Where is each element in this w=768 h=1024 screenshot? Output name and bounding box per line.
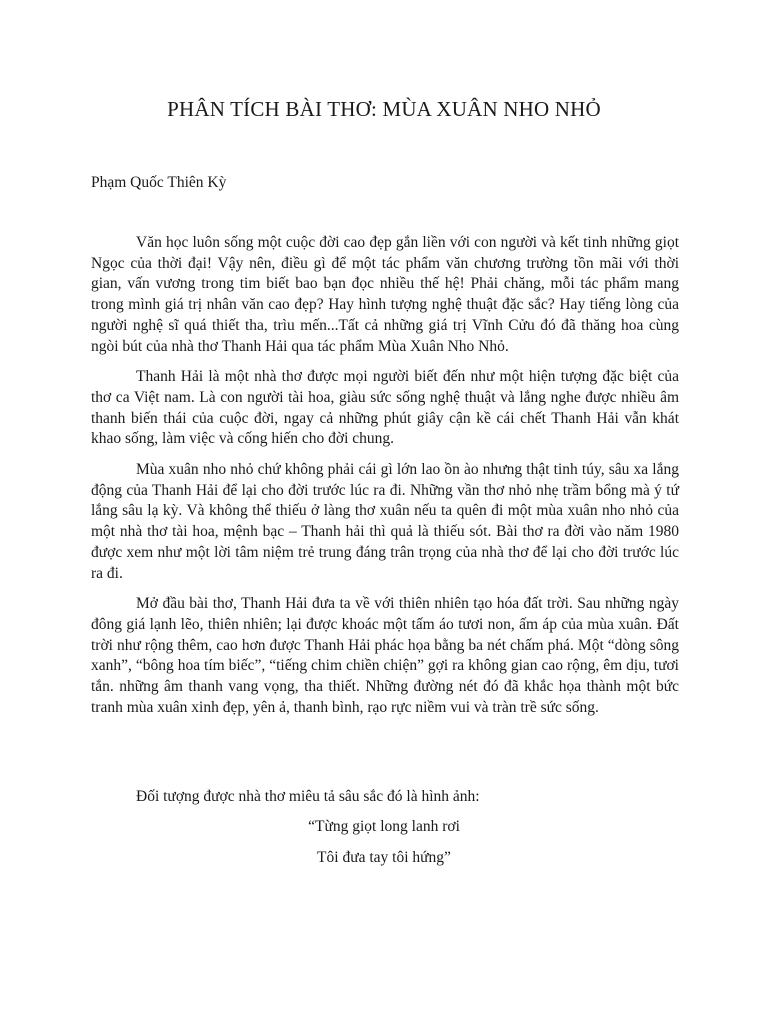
verse-line-2: Tôi đưa tay tôi hứng” bbox=[317, 849, 451, 866]
paragraph-4: Mở đầu bài thơ, Thanh Hải đưa ta về với thiên nhiên tạo hóa đất trời. Sau những ngày đông giá lạnh lẽo, thiên nhiên; lại được khoác một tấm áo tươi non, ấm áp của mùa xuân. Đất trời như rộng thêm, cao hơn được Thanh Hải phác họa bằng ba nét chấm phá. Một “dòng sông xanh”, “bông hoa tím biếc”, “tiếng chim chiền chiện” gợi ra không gian cao rộng, êm dịu, tươi tắn. những âm thanh vang vọng, tha thiết. Những đường nét đó đã khắc họa thành một bức tranh mùa xuân xinh đẹp, yên ả, thanh bình, rạo rực niềm vui và tràn trề sức sống. bbox=[91, 595, 679, 716]
paragraph-1: Văn học luôn sống một cuộc đời cao đẹp gắn liền với con người và kết tinh những giọt Ngọc của thời đại! Vậy nên, điều gì để một tác phẩm văn chương trường tồn mãi với thời gian, vấn vương trong tim biết bao bạn đọc nhiều thế hệ! Phải chăng, mỗi tác phẩm mang trong mình giá trị nhân văn cao đẹp? Hay hình tượng nghệ thuật đặc sắc? Hay tiếng lòng của người nghệ sĩ quá thiết tha, trìu mến...Tất cả những giá trị Vĩnh Cửu đó đã thăng hoa cùng ngòi bút của nhà thơ Thanh Hải qua tác phẩm Mùa Xuân Nho Nhỏ. bbox=[91, 234, 679, 355]
verse-intro-line: Đối tượng được nhà thơ miêu tả sâu sắc đó là hình ảnh: bbox=[136, 788, 480, 805]
author-name: Phạm Quốc Thiên Kỳ bbox=[91, 174, 227, 191]
paragraph-2: Thanh Hải là một nhà thơ được mọi người biết đến như một hiện tượng đặc biệt của thơ ca Việt nam. Là con người tài hoa, giàu sức sống nghệ thuật và lắng nghe được nhiều âm thanh biến thái của cuộc đời, ngay cả những phút giây cận kề cái chết Thanh Hải vẫn khát khao sống, làm việc và cống hiến cho đời chung. bbox=[91, 368, 679, 448]
paragraph-3: Mùa xuân nho nhỏ chứ không phải cái gì lớn lao ồn ào nhưng thật tinh túy, sâu xa lắng động của Thanh Hải để lại cho đời trước lúc ra đi. Những vần thơ nhỏ nhẹ trầm bổng mà ý tứ lắng sâu lạ kỳ. Và không thể thiếu ở làng thơ xuân nếu ta quên đi một mùa xuân nho nhỏ của một nhà thơ tài hoa, mệnh bạc – Thanh hải thì quả là thiếu sót. Bài thơ ra đời vào năm 1980 được xem như một lời tâm niệm trẻ trung đáng trân trọng của nhà thơ để lại cho đời trước lúc ra đi. bbox=[91, 461, 679, 582]
body-text bbox=[91, 233, 679, 728]
page-title: PHÂN TÍCH BÀI THƠ: MÙA XUÂN NHO NHỎ bbox=[167, 97, 601, 121]
verse-line-1: “Từng giọt long lanh rơi bbox=[308, 818, 460, 835]
